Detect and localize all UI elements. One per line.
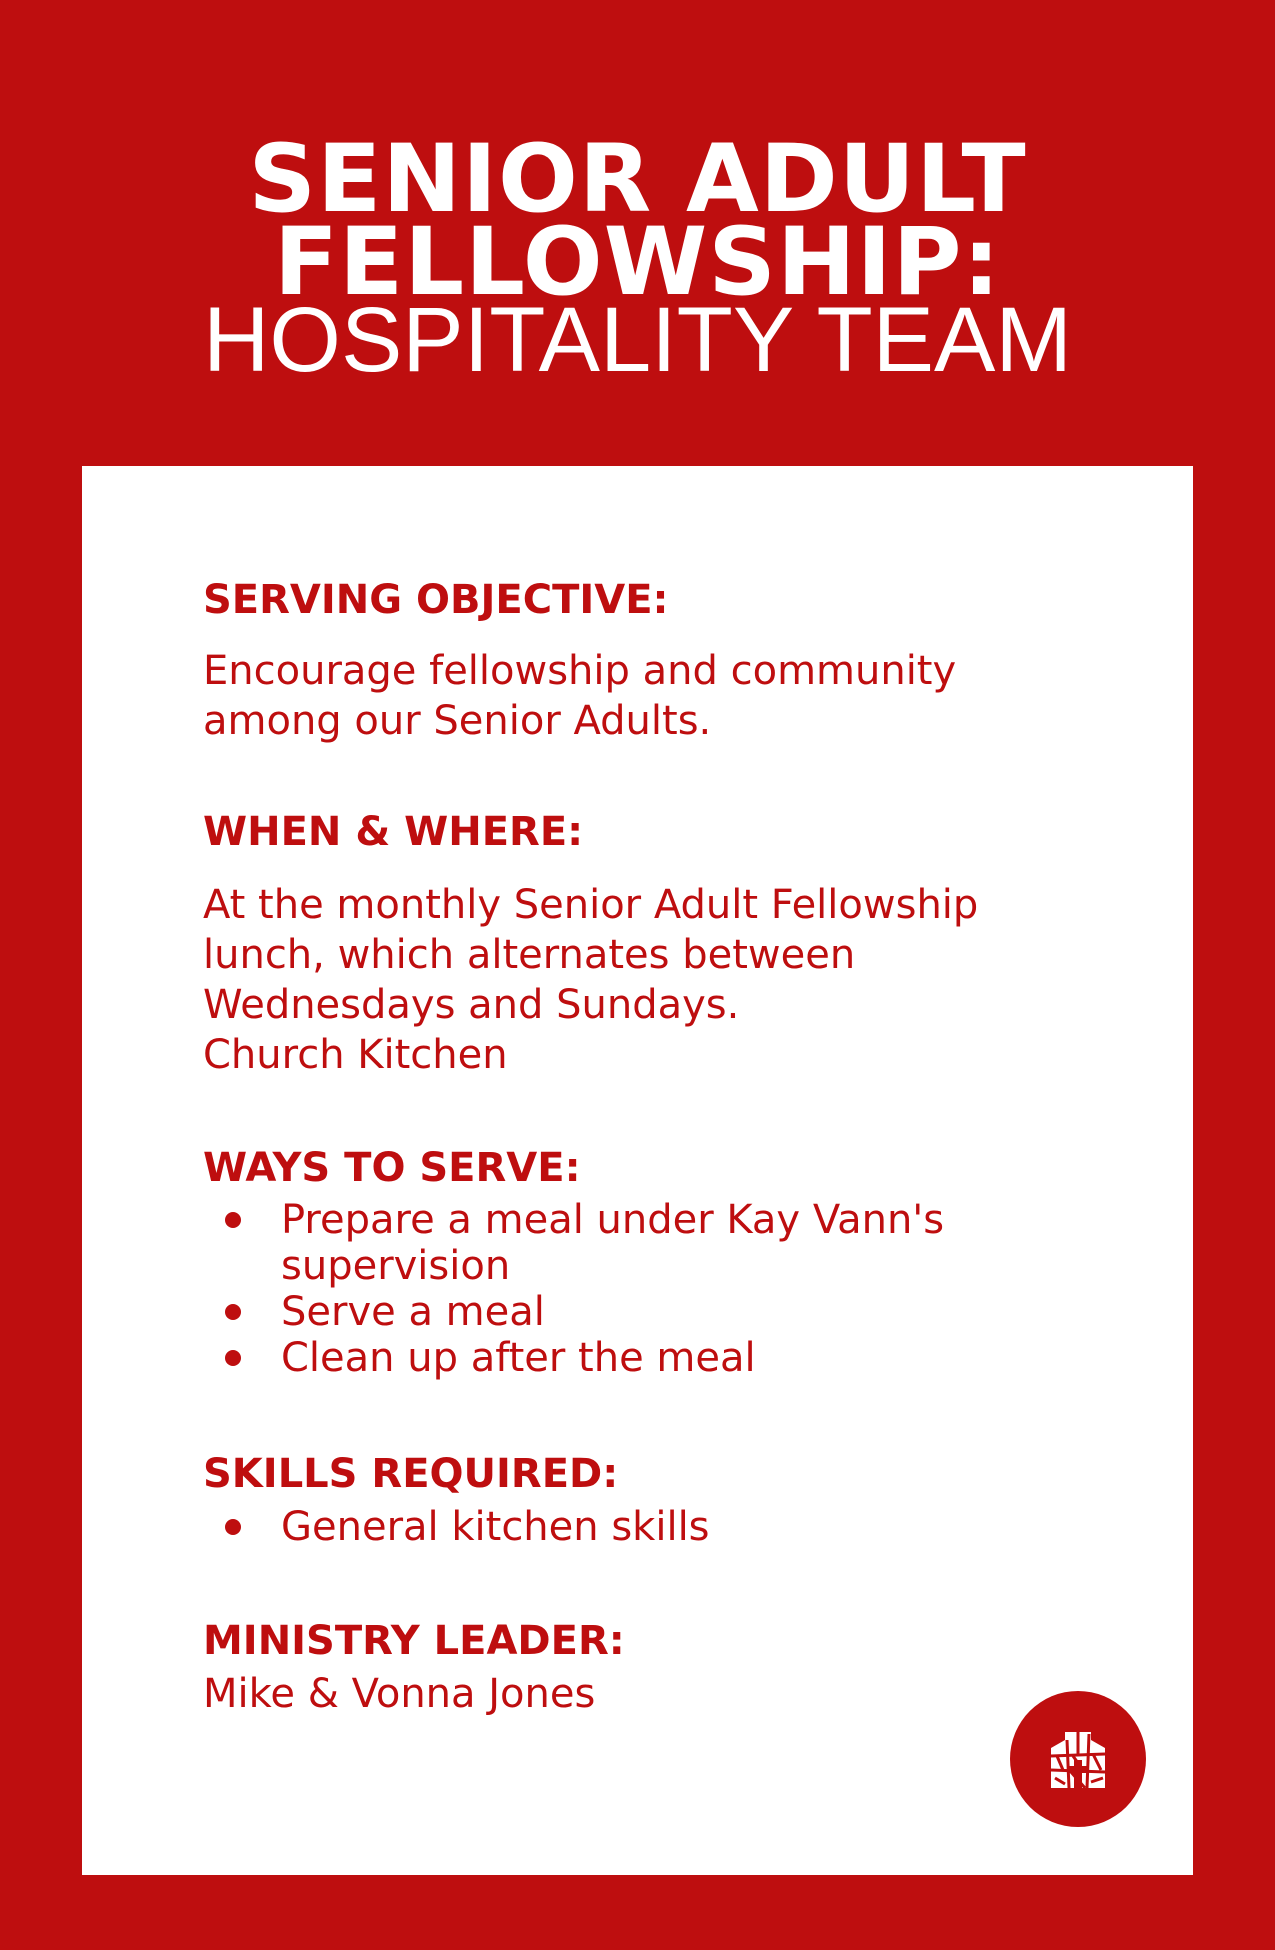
when-where-line: Church Kitchen (203, 1032, 508, 1078)
page-subtitle: HOSPITALITY TEAM (202, 289, 1073, 391)
serving-objective-line: among our Senior Adults. (203, 698, 712, 744)
when-where-line: At the monthly Senior Adult Fellowship (203, 882, 979, 928)
ways-to-serve-list (203, 1197, 944, 1381)
bullet-icon (225, 1519, 241, 1535)
list-item-text: General kitchen skills (281, 1504, 710, 1550)
church-logo (1010, 1691, 1146, 1827)
list-item-text: Serve a meal (281, 1289, 545, 1335)
skills-required-list (203, 1504, 710, 1550)
when-where-line: lunch, which alternates between (203, 932, 856, 978)
list-item (203, 1335, 944, 1381)
when-where-line: Wednesdays and Sundays. (203, 982, 740, 1028)
list-item (203, 1504, 710, 1550)
ministry-leader-heading: MINISTRY LEADER: (203, 1618, 625, 1664)
bullet-icon (225, 1212, 241, 1228)
when-where-text (203, 880, 978, 1080)
bullet-icon (225, 1350, 241, 1366)
skills-required-heading: SKILLS REQUIRED: (203, 1451, 619, 1497)
ways-to-serve-heading: WAYS TO SERVE: (203, 1145, 581, 1191)
serving-objective-heading: SERVING OBJECTIVE: (203, 577, 669, 623)
page-title-line-2: FELLOWSHIP: (273, 208, 1002, 317)
list-item-text: Prepare a meal under Kay Vann's (281, 1197, 945, 1243)
when-where-heading: WHEN & WHERE: (203, 809, 584, 855)
bullet-icon (225, 1304, 241, 1320)
header (0, 0, 1275, 465)
info-card (82, 466, 1193, 1875)
serving-objective-text (203, 646, 956, 746)
list-item-text: supervision (281, 1243, 511, 1289)
list-item-text: Clean up after the meal (281, 1335, 756, 1381)
page-title-line-1: SENIOR ADULT (248, 125, 1027, 234)
serving-objective-line: Encourage fellowship and community (203, 648, 957, 694)
list-item (203, 1289, 944, 1335)
ministry-leader-name: Mike & Vonna Jones (203, 1671, 596, 1717)
list-item (203, 1197, 944, 1289)
church-building-icon (1045, 1726, 1111, 1792)
